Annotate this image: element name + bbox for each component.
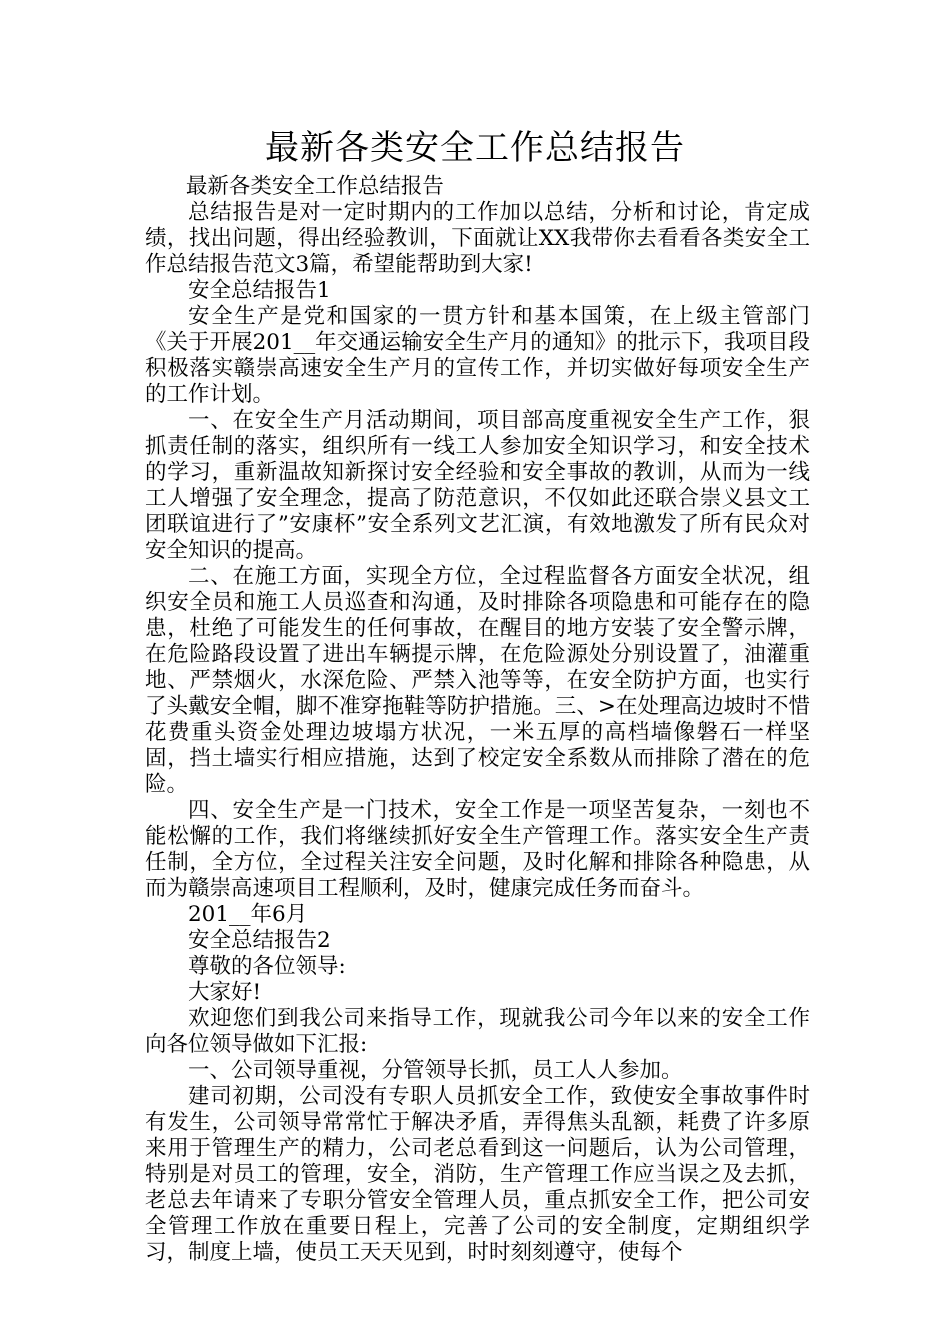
salutation: 尊敬的各位领导:	[188, 954, 346, 979]
document-title: 最新各类安全工作总结报告	[265, 128, 685, 168]
intro-paragraph: 总结报告是对一定时期内的工作加以总结，分析和讨论，肯定成绩，找出问题，得出经验教训，下面就让XX我带你去看看各类安全工作总结报告范文3篇，希望能帮助到大家!	[145, 200, 810, 277]
paragraph: 一、公司领导重视，分管领导长抓，员工人人参加。	[188, 1058, 683, 1083]
paragraph: 二、在施工方面，实现全方位，全过程监督各方面安全状况，组织安全员和施工人员巡查和沟通，及时排除各项隐患和可能存在的隐患，杜绝了可能发生的任何事故，在醒目的地方安装了安全警示牌，在危险路段设置了进出车辆提示牌，在危险源处分别设置了，油灌重地、严禁烟火，水深危险、严禁入池等等，在安全防护方面，也实行了头戴安全帽，脚不准穿拖鞋等防护措施。三、>在处理高边坡时不惜花费重头资金处理边坡塌方状况，一米五厚的高档墙像磐石一样坚固，挡土墙实行相应措施，达到了校定安全系数从而排除了潜在的危险。	[145, 564, 810, 797]
paragraph: 一、在安全生产月活动期间，项目部高度重视安全生产工作，狠抓责任制的落实，组织所有一线工人参加安全知识学习，和安全技术的学习，重新温故知新探讨安全经验和安全事故的教训，从而为一线工人增强了安全理念，提高了防范意识，不仅如此还联合崇义县文工团联谊进行了”安康杯”安全系列文艺汇演，有效地激发了所有民众对安全知识的提高。	[145, 408, 810, 563]
paragraph: 建司初期，公司没有专职人员抓安全工作，致使安全事故事件时有发生，公司领导常常忙于解决矛盾，弄得焦头乱额，耗费了许多原来用于管理生产的精力，公司老总看到这一问题后，认为公司管理，特别是对员工的管理，安全，消防，生产管理工作应当误之及去抓，老总去年请来了专职分管安全管理人员，重点抓安全工作，把公司安全管理工作放在重要日程上，完善了公司的安全制度，定期组织学习，制度上墙，使员工天天见到，时时刻刻遵守，使每个	[145, 1084, 810, 1265]
section-heading-report-1: 安全总结报告1	[188, 278, 331, 303]
date-line: 201__年6月	[188, 902, 308, 927]
paragraph: 安全生产是党和国家的一贯方针和基本国策，在上级主管部门《关于开展201__年交通运输安全生产月的通知》的批示下，我项目段积极落实赣崇高速安全生产月的宣传工作，并切实做好每项安全生产的工作计划。	[145, 304, 810, 407]
greeting: 大家好!	[188, 980, 262, 1005]
document-subtitle: 最新各类安全工作总结报告	[185, 174, 444, 199]
section-heading-report-2: 安全总结报告2	[188, 928, 331, 953]
paragraph: 四、安全生产是一门技术，安全工作是一项坚苦复杂，一刻也不能松懈的工作，我们将继续抓好安全生产管理工作。落实安全生产责任制，全方位，全过程关注安全问题，及时化解和排除各种隐患，从而为赣崇高速项目工程顺利，及时，健康完成任务而奋斗。	[145, 798, 810, 901]
document-body	[145, 174, 810, 1266]
paragraph: 欢迎您们到我公司来指导工作，现就我公司今年以来的安全工作向各位领导做如下汇报:	[145, 1006, 810, 1057]
